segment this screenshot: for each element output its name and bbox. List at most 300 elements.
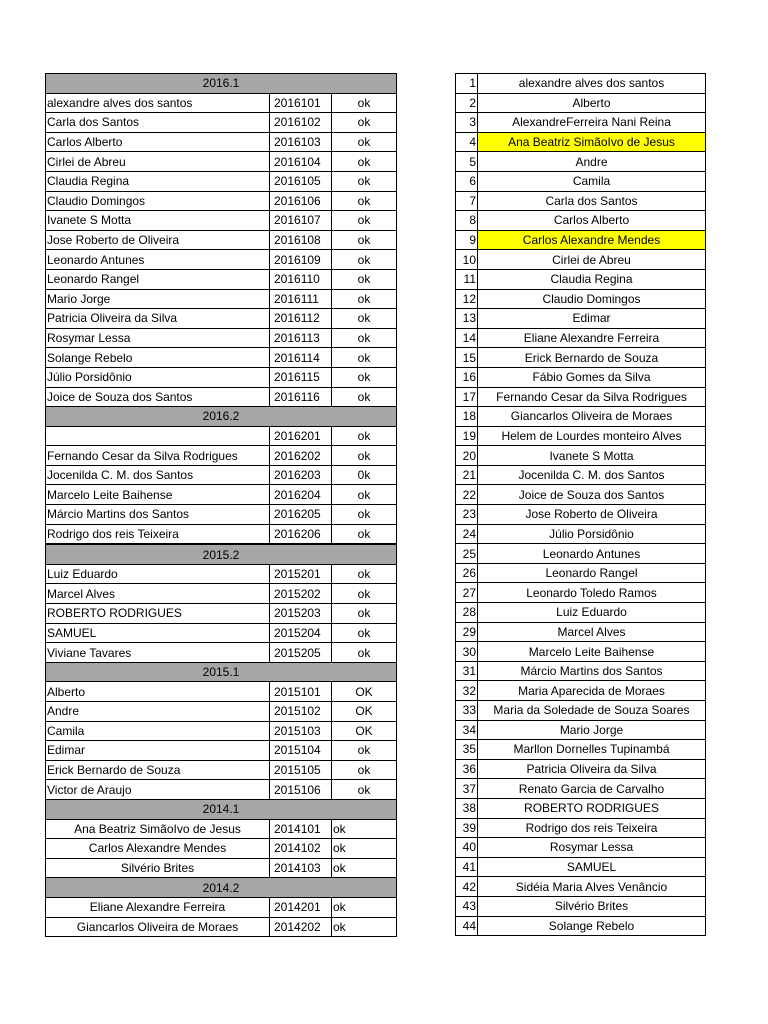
student-name-cell: Patricia Oliveira da Silva	[46, 309, 270, 329]
table-row	[46, 524, 397, 544]
roster-row	[456, 269, 706, 289]
right-table-body	[456, 74, 706, 936]
roster-name-cell: Silvério Brites	[478, 896, 706, 916]
semester-header-row	[46, 544, 397, 564]
roster-name-cell: Eliane Alexandre Ferreira	[478, 328, 706, 348]
student-name-cell: Márcio Martins dos Santos	[46, 505, 270, 525]
status-cell: ok	[332, 367, 397, 387]
table-row	[46, 623, 397, 643]
student-name-cell: ROBERTO RODRIGUES	[46, 604, 270, 624]
student-name-cell: Jose Roberto de Oliveira	[46, 230, 270, 250]
student-name-cell: Carlos Alberto	[46, 132, 270, 152]
roster-row	[456, 505, 706, 525]
roster-name-cell: Renato Garcia de Carvalho	[478, 779, 706, 799]
status-cell: ok	[332, 839, 397, 859]
student-code-cell: 2016101	[270, 93, 332, 113]
status-cell: OK	[332, 702, 397, 722]
roster-row	[456, 661, 706, 681]
row-number-cell: 11	[456, 269, 478, 289]
table-row	[46, 211, 397, 231]
table-row	[46, 917, 397, 937]
status-cell: ok	[332, 269, 397, 289]
roster-row	[456, 759, 706, 779]
student-name-cell: Leonardo Rangel	[46, 269, 270, 289]
roster-name-cell: AlexandreFerreira Nani Reina	[478, 113, 706, 133]
student-code-cell: 2016204	[270, 485, 332, 505]
roster-name-cell: Maria da Soledade de Souza Soares	[478, 701, 706, 721]
student-name-cell: Viviane Tavares	[46, 643, 270, 663]
roster-row	[456, 916, 706, 936]
status-cell: ok	[332, 741, 397, 761]
roster-name-cell: Joice de Souza dos Santos	[478, 485, 706, 505]
roster-row	[456, 563, 706, 583]
roster-name-cell: Leonardo Rangel	[478, 563, 706, 583]
roster-name-cell: Leonardo Antunes	[478, 544, 706, 564]
status-cell: 0k	[332, 465, 397, 485]
roster-name-cell: Rosymar Lessa	[478, 838, 706, 858]
student-name-cell: Claudia Regina	[46, 171, 270, 191]
roster-name-cell: Luiz Eduardo	[478, 603, 706, 623]
student-name-cell: Jocenilda C. M. dos Santos	[46, 465, 270, 485]
row-number-cell: 9	[456, 230, 478, 250]
roster-name-cell: Fábio Gomes da Silva	[478, 367, 706, 387]
status-cell: ok	[332, 564, 397, 584]
roster-row	[456, 348, 706, 368]
row-number-cell: 20	[456, 446, 478, 466]
roster-row	[456, 877, 706, 897]
roster-name-cell: Márcio Martins dos Santos	[478, 661, 706, 681]
row-number-cell: 14	[456, 328, 478, 348]
status-cell: ok	[332, 309, 397, 329]
student-name-cell: SAMUEL	[46, 623, 270, 643]
enrollment-by-semester-table	[45, 73, 397, 937]
table-row	[46, 367, 397, 387]
roster-name-cell: alexandre alves dos santos	[478, 74, 706, 94]
roster-name-cell: Jocenilda C. M. dos Santos	[478, 465, 706, 485]
row-number-cell: 39	[456, 818, 478, 838]
row-number-cell: 23	[456, 505, 478, 525]
row-number-cell: 12	[456, 289, 478, 309]
roster-name-cell: Maria Aparecida de Moraes	[478, 681, 706, 701]
roster-row	[456, 191, 706, 211]
status-cell: ok	[332, 917, 397, 937]
student-name-cell: Fernando Cesar da Silva Rodrigues	[46, 446, 270, 466]
semester-header: 2016.1	[46, 74, 397, 94]
highlighted-name-cell: Ana Beatriz SimãoIvo de Jesus	[478, 132, 706, 152]
status-cell: ok	[332, 250, 397, 270]
row-number-cell: 38	[456, 798, 478, 818]
table-row	[46, 269, 397, 289]
table-row	[46, 858, 397, 878]
roster-name-cell: ROBERTO RODRIGUES	[478, 798, 706, 818]
student-code-cell: 2016106	[270, 191, 332, 211]
semester-header: 2015.1	[46, 662, 397, 682]
status-cell: ok	[332, 780, 397, 800]
roster-row	[456, 289, 706, 309]
status-cell: ok	[332, 93, 397, 113]
student-name-cell: Carla dos Santos	[46, 113, 270, 133]
student-name-cell: Silvério Brites	[46, 858, 270, 878]
roster-name-cell: Andre	[478, 152, 706, 172]
student-code-cell: 2016111	[270, 289, 332, 309]
row-number-cell: 21	[456, 465, 478, 485]
student-code-cell: 2016112	[270, 309, 332, 329]
status-cell: ok	[332, 387, 397, 407]
student-name-cell: Eliane Alexandre Ferreira	[46, 897, 270, 917]
student-name-cell: Cirlei de Abreu	[46, 152, 270, 172]
roster-row	[456, 642, 706, 662]
roster-row	[456, 720, 706, 740]
table-row	[46, 564, 397, 584]
row-number-cell: 24	[456, 524, 478, 544]
student-code-cell: 2014102	[270, 839, 332, 859]
table-row	[46, 505, 397, 525]
student-code-cell: 2016107	[270, 211, 332, 231]
row-number-cell: 13	[456, 309, 478, 329]
status-cell: ok	[332, 348, 397, 368]
roster-row	[456, 250, 706, 270]
table-row	[46, 702, 397, 722]
status-cell: ok	[332, 113, 397, 133]
status-cell: ok	[332, 171, 397, 191]
row-number-cell: 4	[456, 132, 478, 152]
roster-name-cell: Edimar	[478, 309, 706, 329]
student-code-cell: 2016202	[270, 446, 332, 466]
roster-row	[456, 93, 706, 113]
table-row	[46, 93, 397, 113]
status-cell: ok	[332, 289, 397, 309]
student-code-cell: 2015104	[270, 741, 332, 761]
roster-name-cell: Solange Rebelo	[478, 916, 706, 936]
roster-row	[456, 583, 706, 603]
roster-name-cell: Alberto	[478, 93, 706, 113]
semester-header-row	[46, 878, 397, 898]
roster-row	[456, 485, 706, 505]
row-number-cell: 28	[456, 603, 478, 623]
row-number-cell: 34	[456, 720, 478, 740]
student-code-cell: 2015105	[270, 760, 332, 780]
roster-row	[456, 74, 706, 94]
student-code-cell: 2014202	[270, 917, 332, 937]
student-name-cell: Alberto	[46, 682, 270, 702]
student-code-cell: 2015102	[270, 702, 332, 722]
table-row	[46, 191, 397, 211]
table-row	[46, 741, 397, 761]
table-row	[46, 230, 397, 250]
row-number-cell: 35	[456, 740, 478, 760]
row-number-cell: 33	[456, 701, 478, 721]
status-cell: ok	[332, 328, 397, 348]
student-name-cell: Solange Rebelo	[46, 348, 270, 368]
student-code-cell: 2015203	[270, 604, 332, 624]
table-row	[46, 465, 397, 485]
student-name-cell	[46, 426, 270, 446]
row-number-cell: 7	[456, 191, 478, 211]
row-number-cell: 36	[456, 759, 478, 779]
status-cell: ok	[332, 485, 397, 505]
student-code-cell: 2016205	[270, 505, 332, 525]
status-cell: ok	[332, 446, 397, 466]
status-cell: ok	[332, 897, 397, 917]
table-row	[46, 387, 397, 407]
table-row	[46, 819, 397, 839]
row-number-cell: 16	[456, 367, 478, 387]
student-name-cell: Erick Bernardo de Souza	[46, 760, 270, 780]
roster-name-cell: Claudio Domingos	[478, 289, 706, 309]
roster-name-cell: Cirlei de Abreu	[478, 250, 706, 270]
roster-row	[456, 779, 706, 799]
roster-name-cell: Erick Bernardo de Souza	[478, 348, 706, 368]
student-roster-table	[455, 73, 706, 936]
student-name-cell: Victor de Araujo	[46, 780, 270, 800]
semester-header: 2016.2	[46, 407, 397, 427]
row-number-cell: 8	[456, 211, 478, 231]
roster-row	[456, 309, 706, 329]
student-code-cell: 2014201	[270, 897, 332, 917]
student-name-cell: Claudio Domingos	[46, 191, 270, 211]
status-cell: ok	[332, 760, 397, 780]
status-cell: OK	[332, 721, 397, 741]
student-code-cell: 2015202	[270, 584, 332, 604]
status-cell: ok	[332, 623, 397, 643]
roster-row	[456, 171, 706, 191]
table-row	[46, 250, 397, 270]
student-name-cell: Rodrigo dos reis Teixeira	[46, 524, 270, 544]
roster-row	[456, 701, 706, 721]
roster-row	[456, 681, 706, 701]
row-number-cell: 22	[456, 485, 478, 505]
roster-name-cell: Marcelo Leite Baihense	[478, 642, 706, 662]
row-number-cell: 29	[456, 622, 478, 642]
student-code-cell: 2016105	[270, 171, 332, 191]
roster-name-cell: Carla dos Santos	[478, 191, 706, 211]
roster-row	[456, 367, 706, 387]
row-number-cell: 26	[456, 563, 478, 583]
student-code-cell: 2015201	[270, 564, 332, 584]
row-number-cell: 17	[456, 387, 478, 407]
status-cell: ok	[332, 524, 397, 544]
student-code-cell: 2016115	[270, 367, 332, 387]
student-code-cell: 2016113	[270, 328, 332, 348]
status-cell: ok	[332, 643, 397, 663]
table-row	[46, 113, 397, 133]
roster-row	[456, 132, 706, 152]
student-code-cell: 2016201	[270, 426, 332, 446]
table-row	[46, 152, 397, 172]
row-number-cell: 19	[456, 426, 478, 446]
student-code-cell: 2016104	[270, 152, 332, 172]
roster-name-cell: Claudia Regina	[478, 269, 706, 289]
status-cell: ok	[332, 505, 397, 525]
row-number-cell: 6	[456, 171, 478, 191]
row-number-cell: 43	[456, 896, 478, 916]
student-code-cell: 2014101	[270, 819, 332, 839]
status-cell: ok	[332, 584, 397, 604]
table-row	[46, 760, 397, 780]
student-name-cell: Camila	[46, 721, 270, 741]
student-name-cell: Marcelo Leite Baihense	[46, 485, 270, 505]
roster-name-cell: Camila	[478, 171, 706, 191]
roster-row	[456, 152, 706, 172]
semester-header: 2014.2	[46, 878, 397, 898]
roster-row	[456, 896, 706, 916]
roster-row	[456, 740, 706, 760]
student-code-cell: 2016206	[270, 524, 332, 544]
roster-row	[456, 622, 706, 642]
semester-header: 2015.2	[46, 544, 397, 564]
roster-name-cell: Patricia Oliveira da Silva	[478, 759, 706, 779]
roster-row	[456, 387, 706, 407]
row-number-cell: 1	[456, 74, 478, 94]
row-number-cell: 32	[456, 681, 478, 701]
table-row	[46, 721, 397, 741]
left-table-body	[46, 74, 397, 937]
row-number-cell: 10	[456, 250, 478, 270]
row-number-cell: 42	[456, 877, 478, 897]
status-cell: ok	[332, 426, 397, 446]
student-code-cell: 2015204	[270, 623, 332, 643]
roster-row	[456, 230, 706, 250]
roster-name-cell: Carlos Alberto	[478, 211, 706, 231]
semester-header-row	[46, 662, 397, 682]
student-name-cell: Andre	[46, 702, 270, 722]
roster-name-cell: Marllon Dornelles Tupinambá	[478, 740, 706, 760]
roster-row	[456, 838, 706, 858]
row-number-cell: 18	[456, 407, 478, 427]
roster-row	[456, 818, 706, 838]
roster-name-cell: Sidéia Maria Alves Venâncio	[478, 877, 706, 897]
row-number-cell: 40	[456, 838, 478, 858]
table-row	[46, 604, 397, 624]
table-row	[46, 289, 397, 309]
row-number-cell: 30	[456, 642, 478, 662]
roster-name-cell: Marcel Alves	[478, 622, 706, 642]
student-code-cell: 2016109	[270, 250, 332, 270]
table-row	[46, 485, 397, 505]
roster-name-cell: Giancarlos Oliveira de Moraes	[478, 407, 706, 427]
semester-header: 2014.1	[46, 799, 397, 819]
student-code-cell: 2016102	[270, 113, 332, 133]
roster-row	[456, 603, 706, 623]
table-row	[46, 584, 397, 604]
table-row	[46, 132, 397, 152]
row-number-cell: 5	[456, 152, 478, 172]
roster-name-cell: SAMUEL	[478, 857, 706, 877]
student-code-cell: 2016203	[270, 465, 332, 485]
roster-row	[456, 798, 706, 818]
student-code-cell: 2014103	[270, 858, 332, 878]
row-number-cell: 15	[456, 348, 478, 368]
roster-name-cell: Mario Jorge	[478, 720, 706, 740]
roster-row	[456, 524, 706, 544]
highlighted-name-cell: Carlos Alexandre Mendes	[478, 230, 706, 250]
student-code-cell: 2015103	[270, 721, 332, 741]
row-number-cell: 3	[456, 113, 478, 133]
student-code-cell: 2016116	[270, 387, 332, 407]
student-code-cell: 2015101	[270, 682, 332, 702]
table-row	[46, 682, 397, 702]
student-code-cell: 2015205	[270, 643, 332, 663]
status-cell: ok	[332, 191, 397, 211]
student-name-cell: Ivanete S Motta	[46, 211, 270, 231]
roster-row	[456, 465, 706, 485]
student-code-cell: 2016114	[270, 348, 332, 368]
table-row	[46, 426, 397, 446]
status-cell: ok	[332, 819, 397, 839]
table-row	[46, 348, 397, 368]
status-cell: OK	[332, 682, 397, 702]
roster-name-cell: Jose Roberto de Oliveira	[478, 505, 706, 525]
student-name-cell: Marcel Alves	[46, 584, 270, 604]
table-row	[46, 897, 397, 917]
table-row	[46, 309, 397, 329]
roster-name-cell: Júlio Porsidônio	[478, 524, 706, 544]
roster-row	[456, 328, 706, 348]
roster-name-cell: Leonardo Toledo Ramos	[478, 583, 706, 603]
semester-header-row	[46, 74, 397, 94]
student-name-cell: Rosymar Lessa	[46, 328, 270, 348]
student-code-cell: 2016110	[270, 269, 332, 289]
status-cell: ok	[332, 132, 397, 152]
student-name-cell: Edimar	[46, 741, 270, 761]
table-row	[46, 643, 397, 663]
row-number-cell: 44	[456, 916, 478, 936]
student-name-cell: alexandre alves dos santos	[46, 93, 270, 113]
status-cell: ok	[332, 211, 397, 231]
roster-row	[456, 113, 706, 133]
student-name-cell: Mario Jorge	[46, 289, 270, 309]
table-row	[46, 839, 397, 859]
roster-row	[456, 857, 706, 877]
roster-row	[456, 544, 706, 564]
table-row	[46, 171, 397, 191]
status-cell: ok	[332, 858, 397, 878]
student-name-cell: Joice de Souza dos Santos	[46, 387, 270, 407]
roster-row	[456, 446, 706, 466]
roster-name-cell: Rodrigo dos reis Teixeira	[478, 818, 706, 838]
status-cell: ok	[332, 230, 397, 250]
student-name-cell: Luiz Eduardo	[46, 564, 270, 584]
table-row	[46, 446, 397, 466]
roster-name-cell: Helem de Lourdes monteiro Alves	[478, 426, 706, 446]
row-number-cell: 41	[456, 857, 478, 877]
roster-row	[456, 426, 706, 446]
student-name-cell: Leonardo Antunes	[46, 250, 270, 270]
status-cell: ok	[332, 152, 397, 172]
student-name-cell: Júlio Porsidônio	[46, 367, 270, 387]
student-code-cell: 2015106	[270, 780, 332, 800]
roster-row	[456, 407, 706, 427]
row-number-cell: 2	[456, 93, 478, 113]
row-number-cell: 37	[456, 779, 478, 799]
student-name-cell: Giancarlos Oliveira de Moraes	[46, 917, 270, 937]
semester-header-row	[46, 407, 397, 427]
table-row	[46, 780, 397, 800]
row-number-cell: 27	[456, 583, 478, 603]
student-name-cell: Carlos Alexandre Mendes	[46, 839, 270, 859]
table-row	[46, 328, 397, 348]
roster-name-cell: Ivanete S Motta	[478, 446, 706, 466]
row-number-cell: 31	[456, 661, 478, 681]
roster-name-cell: Fernando Cesar da Silva Rodrigues	[478, 387, 706, 407]
student-name-cell: Ana Beatriz SimãoIvo de Jesus	[46, 819, 270, 839]
roster-row	[456, 211, 706, 231]
semester-header-row	[46, 799, 397, 819]
student-code-cell: 2016103	[270, 132, 332, 152]
student-code-cell: 2016108	[270, 230, 332, 250]
status-cell: ok	[332, 604, 397, 624]
row-number-cell: 25	[456, 544, 478, 564]
